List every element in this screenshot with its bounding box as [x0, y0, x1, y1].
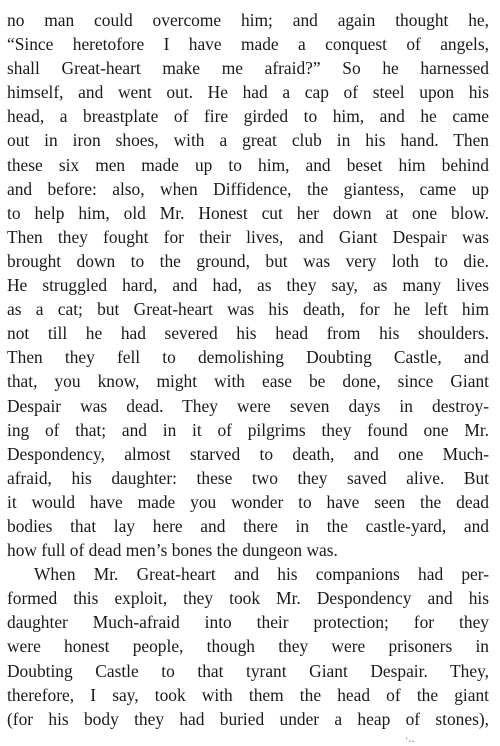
text-line: how full of dead men’s bones the dungeon was. — [7, 540, 338, 561]
paragraph-2 — [7, 562, 489, 731]
text-line: not till he had severed his head from his shoulders. — [7, 323, 489, 344]
text-line: himself, and went out. He had a cap of steel upon his — [7, 82, 489, 103]
text-line: brought down to the ground, but was very loth to die. — [7, 250, 489, 271]
text-line: and before: also, when Diffidence, the giantess, came up — [7, 178, 489, 199]
text-line: ing of that; and in it of pilgrims they found one Mr. — [7, 419, 489, 440]
text-line: therefore, I say, took with them the head of the giant — [7, 684, 489, 705]
page-smudge: ·‥ — [405, 734, 415, 745]
text-line: these six men made up to him, and beset him behind — [7, 154, 489, 175]
paragraph-1 — [7, 8, 489, 562]
text-line: formed this exploit, they took Mr. Despondency and his — [7, 588, 489, 609]
text-line: Then they fell to demolishing Doubting Castle, and — [7, 347, 489, 368]
text-line: that, you know, might with ease be done, since Giant — [7, 371, 489, 392]
text-line: bodies that lay here and there in the castle-yard, and — [7, 515, 489, 536]
text-line: daughter Much-afraid into their protection; for they — [7, 612, 489, 633]
text-line: as a cat; but Great-heart was his death, for he left him — [7, 299, 489, 320]
text-line: it would have made you wonder to have seen the dead — [7, 491, 489, 512]
text-line: afraid, his daughter: these two they saved alive. But — [7, 467, 489, 488]
text-line: head, a breastplate of fire girded to him, and he came — [7, 106, 489, 127]
text-line: “Since heretofore I have made a conquest of angels, — [7, 34, 489, 55]
text-line: Despondency, almost starved to death, and one Much- — [7, 443, 489, 464]
text-line: Despair was dead. They were seven days in destroy- — [7, 395, 489, 416]
text-line: Then they fought for their lives, and Giant Despair was — [7, 226, 489, 247]
text-line: Doubting Castle to that tyrant Giant Despair. They, — [7, 660, 489, 681]
text-line: out in iron shoes, with a great club in his hand. Then — [7, 130, 489, 151]
text-line: (for his body they had buried under a heap of stones), — [7, 708, 489, 729]
text-line: no man could overcome him; and again thought he, — [7, 10, 489, 30]
text-line: He struggled hard, and had, as they say, as many lives — [7, 275, 489, 296]
book-page — [7, 8, 489, 731]
text-line: shall Great-heart make me afraid?” So he harnessed — [7, 58, 489, 79]
text-line: to help him, old Mr. Honest cut her down at one blow. — [7, 202, 489, 223]
text-line: When Mr. Great-heart and his companions had per- — [34, 564, 489, 585]
text-line: were honest people, though they were prisoners in — [7, 636, 489, 657]
